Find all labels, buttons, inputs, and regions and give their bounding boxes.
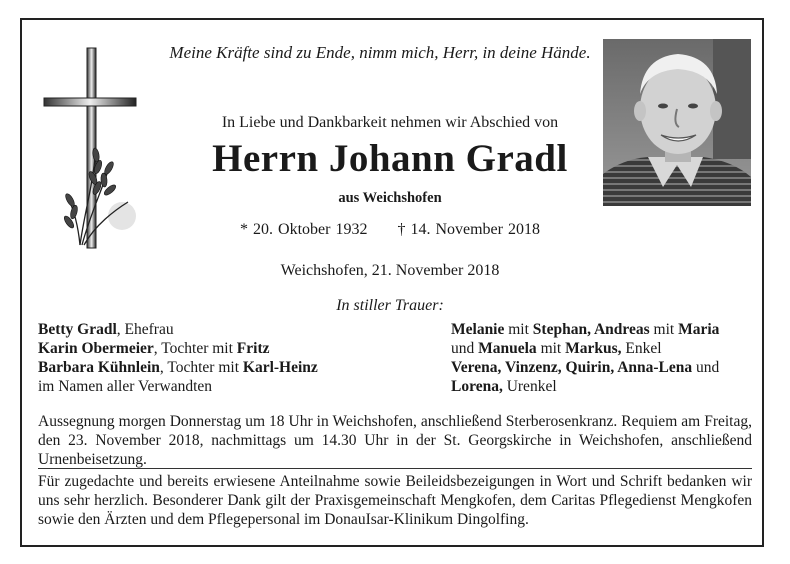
mourner-relation: mit <box>504 321 533 338</box>
mourner-relation: Urenkel <box>502 378 557 395</box>
service-info: Aussegnung morgen Donnerstag um 18 Uhr in Weichshofen, anschließend Sterberosenkranz. Requiem am Freitag, den 23. November 2018, nachmittags um 14.30 Uhr in der St. Georgskirche in Weichshofen, anschließend Urnenbeisetzung. <box>38 413 752 468</box>
mourner-relation: im Namen aller Verwandten <box>38 378 213 395</box>
mourner-relation: , Tochter mit <box>153 340 237 357</box>
mourner-relation: , Ehefrau <box>116 321 174 338</box>
mourner-line <box>451 320 761 339</box>
mourner-name: Lorena, <box>451 378 503 395</box>
hometown: aus Weichshofen <box>338 190 442 206</box>
motto-verse: Meine Kräfte sind zu Ende, nimm mich, Herr, in deine Hände. <box>169 43 591 62</box>
mourner-name: Melanie <box>451 321 505 338</box>
mourner-relation: Enkel <box>621 340 662 357</box>
thanks-note: Für zugedachte und bereits erwiesene Anteilnahme sowie Beileidsbezeigungen in Wort und Schrift bedanken wir uns sehr herzlich. Besonderer Dank gilt der Praxisgemeinschaft Mengkofen, dem Caritas Pflegedienst Mengkofen sowie den Ärzten und dem Pflegepersonal im DonauIsar-Klinikum Dingolfing. <box>38 473 752 528</box>
mourning-heading: In stiller Trauer: <box>336 297 444 314</box>
deceased-name: Herrn Johann Gradl <box>212 137 568 180</box>
mourner-name: Stephan, Andreas <box>532 321 650 338</box>
mourner-relation: , Tochter mit <box>159 359 243 376</box>
mourner-name: Barbara Kühnlein <box>38 359 160 376</box>
mourner-relation: mit <box>649 321 679 338</box>
mourner-name: Fritz <box>236 340 270 357</box>
mourner-line <box>38 339 418 358</box>
birth-date: * 20. Oktober 1932 <box>240 221 368 238</box>
cross-with-wheat-icon <box>40 40 140 260</box>
mourner-line <box>451 339 761 358</box>
divider <box>38 468 752 469</box>
mourner-name: Manuela <box>478 340 537 357</box>
mourner-relation: und <box>451 340 479 357</box>
death-date: † 14. November 2018 <box>397 221 540 238</box>
mourner-relation: und <box>692 359 720 376</box>
mourner-relation: mit <box>536 340 566 357</box>
mourner-name: Markus, <box>565 340 622 357</box>
mourners-left-list <box>38 320 418 396</box>
intro-line: In Liebe und Dankbarkeit nehmen wir Abschied von <box>221 114 559 131</box>
mourner-name: Karl-Heinz <box>242 359 318 376</box>
mourner-name: Verena, Vinzenz, Quirin, Anna-Lena <box>451 359 693 376</box>
mourner-name: Karin Obermeier <box>38 340 154 357</box>
mourner-line <box>38 320 418 339</box>
life-dates <box>140 221 640 239</box>
mourners-right-list <box>451 320 761 396</box>
portrait-photo <box>603 39 751 206</box>
mourner-name: Betty Gradl <box>38 321 117 338</box>
mourner-line <box>451 358 761 377</box>
mourner-line <box>451 377 761 396</box>
mourner-name: Maria <box>678 321 720 338</box>
mourner-line <box>38 377 418 396</box>
mourner-line <box>38 358 418 377</box>
place-and-date: Weichshofen, 21. November 2018 <box>280 262 500 279</box>
